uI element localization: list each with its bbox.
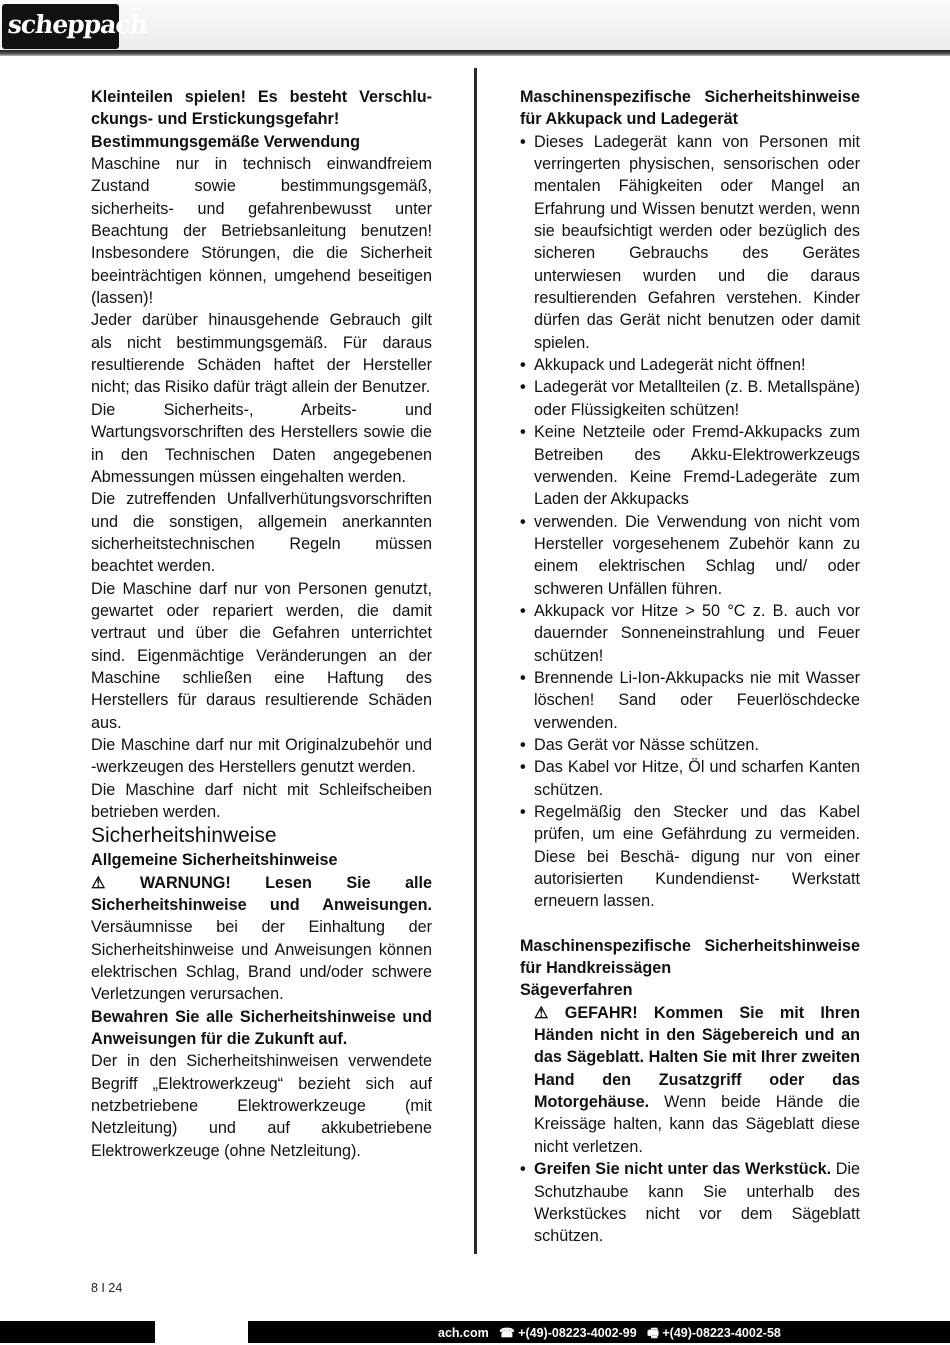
page-header: [0, 0, 950, 52]
danger-icon: ⚠: [534, 1003, 549, 1022]
saw-method-subheading: Sägeverfahren: [520, 981, 633, 1000]
reach-bold-text: Greifen Sie nicht unter das Werkstück.: [534, 1160, 832, 1179]
list-item: • Das Kabel vor Hitze, Öl und scharfen Kanten schützen.: [520, 758, 860, 799]
bullet: •: [520, 132, 526, 151]
battery-safety-heading: Maschinenspezifische Sicherheitshinweise für Akkupack und Ladegerät: [520, 88, 860, 129]
paragraph: Die Maschine darf nur mit Originalzubehör und -werkzeugen des Herstellers genutzt werden.: [91, 735, 432, 777]
bullet: •: [520, 423, 526, 442]
choking-warning: Kleinteilen spielen! Es besteht Verschluckungs- und Erstickungsgefahr!: [91, 88, 432, 129]
list-item: [520, 1158, 860, 1247]
list-item: • verwenden. Die Verwendung von nicht vom Hersteller vorgesehenem Zubehör kann zu einem elektrischen Schlag und/ oder schweren Unfällen führen.: [520, 512, 860, 598]
bullet: •: [520, 601, 526, 620]
warning-text: Versäumnisse bei der Einhaltung der Sicherheitshinweise und Anweisungen können elektrischen Schlag, Brand und/oder schwere Verletzungen verursachen.: [91, 918, 432, 1004]
logo-text: scheppach: [6, 10, 149, 39]
reach-list: [520, 1158, 860, 1247]
bullet: •: [520, 1160, 526, 1179]
bullet: •: [520, 803, 526, 821]
page-number: 8 I 24: [91, 1281, 123, 1295]
list-item: • Regelmäßig den Stecker und das Kabel prüfen, um eine Gefährdung zu vermeiden. Diese bei Beschä- digung nur von einer autorisierten Kundendienst- Werkstatt erneuern lassen.: [520, 803, 860, 911]
list-item: • Keine Netzteile oder Fremd-Akkupacks zum Betreiben des Akku-Elektrowerkzeugs verwenden. Keine Fremd-Ladegeräte zum Laden der Akkupacks: [520, 423, 860, 509]
footer-white-block: [155, 1321, 248, 1343]
paragraph: Jeder darüber hinausgehende Gebrauch gilt als nicht bestimmungsgemäß. Für daraus resultierende Schäden haftet der Hersteller nicht; das Risiko dafür trägt allein der Benutzer.: [91, 311, 432, 397]
bullet: •: [520, 758, 526, 777]
warning-bold-text: WARNUNG! Lesen Sie alle Sicherheitshinweise und Anweisungen.: [91, 873, 433, 915]
intended-use-heading: Bestimmungsgemäße Verwendung: [91, 132, 360, 151]
list-item: • Dieses Ladegerät kann von Personen mit verringerten physischen, sensorischen oder mentalen Fähigkeiten oder Mangel an Erfahrung und Wissen benutzt werden, wenn sie beaufsichtigt werden oder bezüglich des sicheren Gebrauchs des Gerätes unterwiesen wurden und die daraus resultierenden Gefahren verstehen. Kinder dürfen das Gerät nicht benutzen oder damit spielen.: [520, 132, 860, 352]
bullet: •: [520, 512, 526, 531]
warning-paragraph: [91, 872, 432, 1006]
safety-heading: Sicherheitshinweise: [91, 824, 277, 848]
left-column: [91, 86, 432, 1162]
right-column: [520, 86, 860, 1248]
saw-safety-heading: Maschinenspezifische Sicherheitshinweise für Handkreissägen: [520, 936, 860, 978]
scheppach-logo: [2, 4, 149, 49]
danger-text: Wenn beide Hände die Kreissäge halten, kann das Sägeblatt diese nicht verletzen.: [534, 1093, 860, 1156]
bullet: •: [520, 356, 526, 375]
paragraph: Die Maschine darf nicht mit Schleifscheiben betrieben werden.: [91, 780, 432, 821]
paragraph: Die Maschine darf nur von Personen genutzt, gewartet oder repariert werden, die damit vertraut und über die Gefahren unterrichtet sind. Eigenmächtige Veränderungen an der Maschine schließen eine Haftung des Herstellers für daraus resultierende Schäden aus.: [91, 579, 432, 732]
paragraph: Die zutreffenden Unfallverhütungsvorschriften und die sonstigen, allgemein anerkannten sicherheitstechnischen Regeln müssen beachtet werden.: [91, 490, 432, 576]
bullet: •: [520, 378, 526, 397]
bullet: •: [520, 668, 526, 687]
list-item: • Ladegerät vor Metallteilen (z. B. Metallspäne) oder Flüssigkeiten schützen!: [520, 378, 860, 419]
bullet: •: [520, 735, 526, 754]
warning-icon: ⚠: [91, 873, 106, 892]
column-divider: [474, 68, 477, 1254]
footer-contact: ach.com ☎ +(49)-08223-4002-99 🖷 +(49)-08223-4002-58: [438, 1326, 781, 1340]
paragraph: Die Sicherheits-, Arbeits- und Wartungsvorschriften des Herstellers sowie die in den Technischen Daten angegebenen Abmessungen müssen eingehalten werden.: [91, 400, 432, 486]
danger-paragraph: [520, 1002, 860, 1158]
list-item: • Das Gerät vor Nässe schützen.: [520, 734, 860, 756]
danger-bold-text: GEFAHR! Kommen Sie mit Ihren Händen nicht in den Sägebereich und an das Sägeblatt. Halten Sie mit Ihrer zweiten Hand den Zusatzgriff oder das Motorgehäuse.: [534, 1003, 860, 1112]
spacer: [520, 913, 860, 935]
list-item: • Brennende Li-Ion-Akkupacks nie mit Wasser löschen! Sand oder Feuerlöschdecke verwenden.: [520, 668, 860, 732]
keep-instructions-text: Bewahren Sie alle Sicherheitshinweise und Anweisungen für die Zukunft auf.: [91, 1007, 432, 1049]
paragraph: Der in den Sicherheitshinweisen verwendete Begriff „Elektrowerkzeug“ bezieht sich auf netzbetriebene Elektrowerkzeuge (mit Netzleitung) und auf akkubetriebene Elektrowerkzeuge (ohne Netzleitung).: [91, 1052, 432, 1160]
reach-text: Die Schutzhaube kann Sie unterhalb des Werkstückes nicht vor dem Sägeblatt schützen.: [534, 1160, 860, 1246]
battery-safety-list: [520, 131, 860, 913]
paragraph: Maschine nur in technisch einwandfreiem Zustand sowie bestimmungsgemäß, sicherheits- und gefahrenbewusst unter Beachtung der Betriebsanleitung benutzen! Insbesondere Störungen, die die Sicherheit beeinträchtigen können, umgehend beseitigen (lassen)!: [91, 155, 432, 308]
list-item: • Akkupack und Ladegerät nicht öffnen!: [520, 354, 860, 376]
list-item: • Akkupack vor Hitze > 50 °C z. B. auch vor dauernder Sonneneinstrahlung und Feuer schützen!: [520, 601, 860, 665]
header-rule: [0, 50, 950, 56]
general-safety-subheading: Allgemeine Sicherheitshinweise: [91, 851, 338, 870]
